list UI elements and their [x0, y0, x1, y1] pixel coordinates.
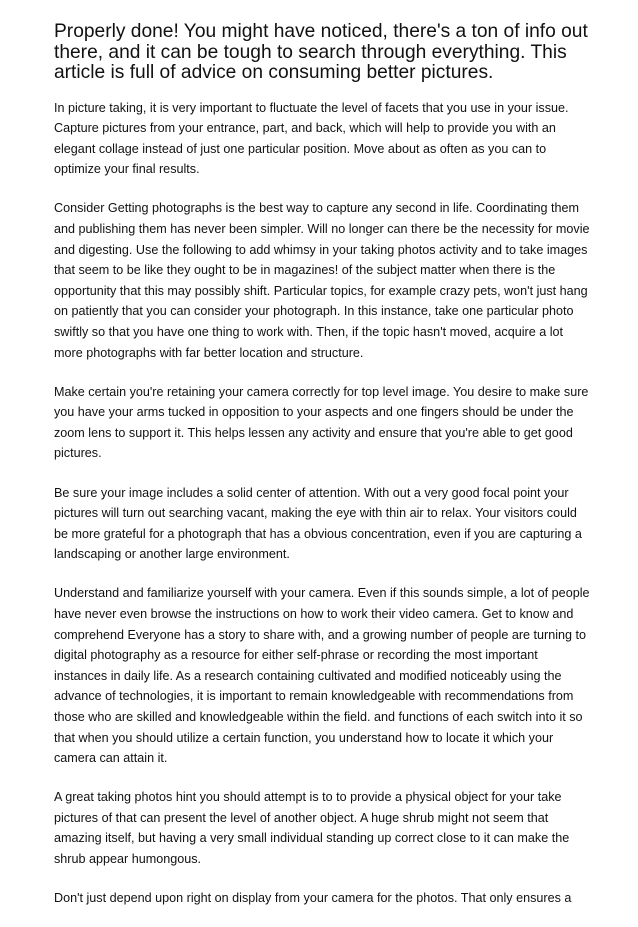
paragraph-5: Understand and familiarize yourself with your camera. Even if this sounds simple, a lot of people have never even browse the instructions on how to work their video camera. Get to know and comprehend Everyone has a story to share with, and a growing number of people are turning to digital photography as a resource for either self-phrase or recording the most important instances in daily life. As a research containing cultivated and modified noticeably using the advance of technologies, it is important to remain knowledgeable with recommendations from those who are skilled and knowledgeable within the field. and functions of each switch into it so that when you should utilize a certain function, you understand how to locate it which your camera can attain it. [54, 586, 590, 766]
paragraph-6: A great taking photos hint you should attempt is to to provide a physical object for your take pictures of that can present the level of another object. A huge shrub might not seem that amazing itself, but having a very small individual standing up correct close to it can make the shrub appear humongous. [54, 790, 570, 866]
document-page [54, 22, 594, 927]
paragraph-1: In picture taking, it is very important to fluctuate the level of facets that you use in your issue. Capture pictures from your entrance, part, and back, which will help to provide you with an elegant collage instead of just one particular position. Move about as often as you can to optimize your final results. [54, 100, 569, 177]
paragraph-4: Be sure your image includes a solid center of attention. With out a very good focal point your pictures will turn out searching vacant, making the eye with thin air to relax. Your visitors could be more grateful for a photograph that has a obvious concentration, even if you are capturing a landscaping or another large environment. [54, 485, 582, 562]
article-title: Properly done! You might have noticed, there's a ton of info out there, and it can be tough to search through everything. This article is full of advice on consuming better pictures. [54, 21, 588, 83]
paragraph-7: Don't just depend upon right on display from your camera for the photos. That only ensures a [54, 891, 572, 906]
paragraph-3: Make certain you're retaining your camera correctly for top level image. You desire to make sure you have your arms tucked in opposition to your aspects and one fingers should be under the zoom lens to support it. This helps lessen any activity and ensure that you're able to get good pictures. [54, 384, 589, 461]
paragraph-2: Consider Getting photographs is the best way to capture any second in life. Coordinating them and publishing them has never been simpler. Will no longer can there be the necessity for movie and digesting. Use the following to add whimsy in your taking photos activity and to take images that seem to be like they ought to be in magazines! of the subject matter when there is the opportunity that this may possibly shift. Particular topics, for example crazy pets, won't just hang on patiently that you can consider your photograph. In this instance, take one particular photo swiftly so that you have one thing to work with. Then, if the topic hasn't moved, acquire a lot more photographs with far better location and structure. [54, 201, 590, 360]
